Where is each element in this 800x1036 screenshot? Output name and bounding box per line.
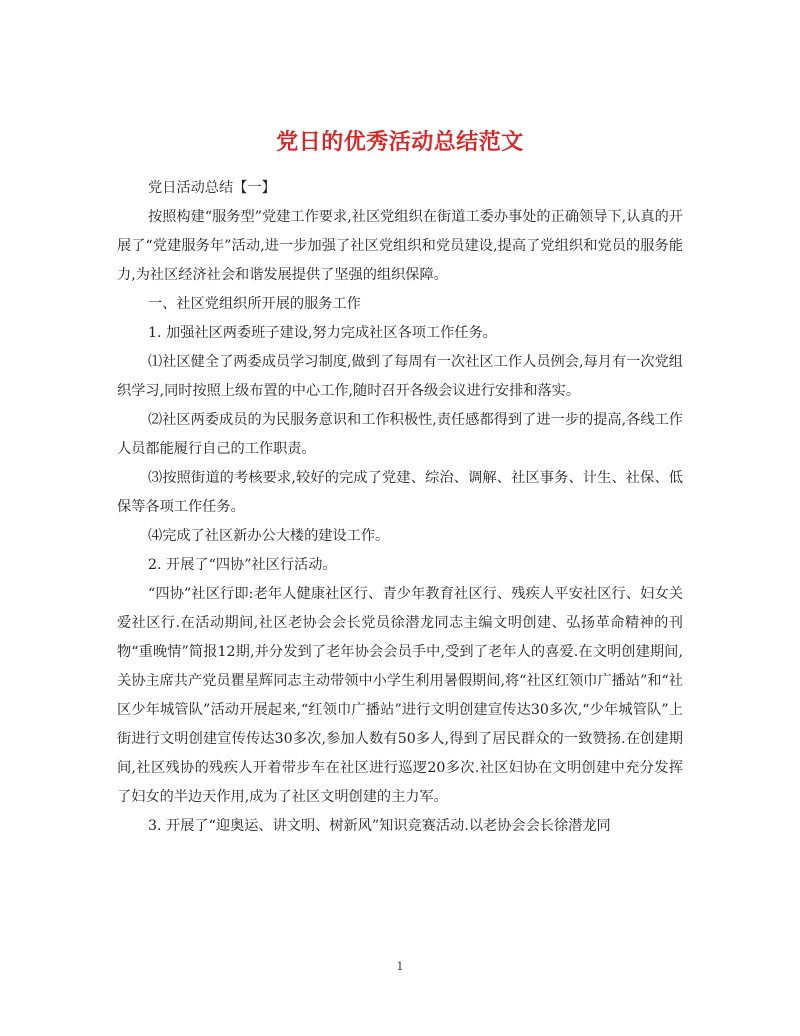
document-title: 党日的优秀活动总结范文 [276,128,524,155]
list-item-heading: 1. 加强社区两委班子建设,努力完成社区各项工作任务。 [148,325,497,341]
list-item: ⑴社区健全了两委成员学习制度,做到了每周有一次社区工作人员例会,每月有一次党组织学习,同时按照上级布置的中心工作,随时召开各级会议进行安排和落实。 [117,354,683,399]
list-item: ⑷完成了社区新办公大楼的建设工作。 [148,528,390,544]
subsection-heading: 一、社区党组织所开展的服务工作 [148,296,361,312]
list-item-heading: 2. 开展了“四协”社区行活动。 [148,557,337,573]
document-body [117,174,683,841]
paragraph: “四协”社区行即:老年人健康社区行、青少年教育社区行、残疾人平安社区行、妇女关爱社区行.在活动期间,社区老协会会长党员徐潜龙同志主编文明创建、弘扬革命精神的刊物“重晚情”简报12期,并分发到了老年协会会员手中,受到了老年人的喜爱.在文明创建期间,关协主席共产党员瞿星辉同志主动带领中小学生利用暑假期间,将“社区红领巾广播站”和“社区少年城管队”活动开展起来,“红领巾广播站”进行文明创建宣传达30多次,“少年城管队”上街进行文明创建宣传传达30多次,参加人数有50多人,得到了居民群众的一致赞扬.在创建期间,社区残协的残疾人开着带步车在社区进行巡逻20多次.社区妇协在文明创建中充分发挥了妇女的半边天作用,成为了社区文明创建的主力军。 [117,586,683,805]
list-item: ⑵社区两委成员的为民服务意识和工作积极性,责任感都得到了进一步的提高,各线工作人员都能履行自己的工作职责。 [117,412,683,457]
list-item: ⑶按照街道的考核要求,较好的完成了党建、综治、调解、社区事务、计生、社保、低保等各项工作任务。 [117,470,683,515]
section-heading: 党日活动总结【一】 [148,180,276,196]
paragraph: 按照构建“服务型”党建工作要求,社区党组织在街道工委办事处的正确领导下,认真的开展了“党建服务年”活动,进一步加强了社区党组织和党员建设,提高了党组织和党员的服务能力,为社区经济社会和谐发展提供了坚强的组织保障。 [117,209,683,283]
page-number: 1 [396,960,404,973]
list-item-heading: 3. 开展了“迎奥运、讲文明、树新风”知识竞赛活动.以老协会会长徐潜龙同 [148,818,611,834]
